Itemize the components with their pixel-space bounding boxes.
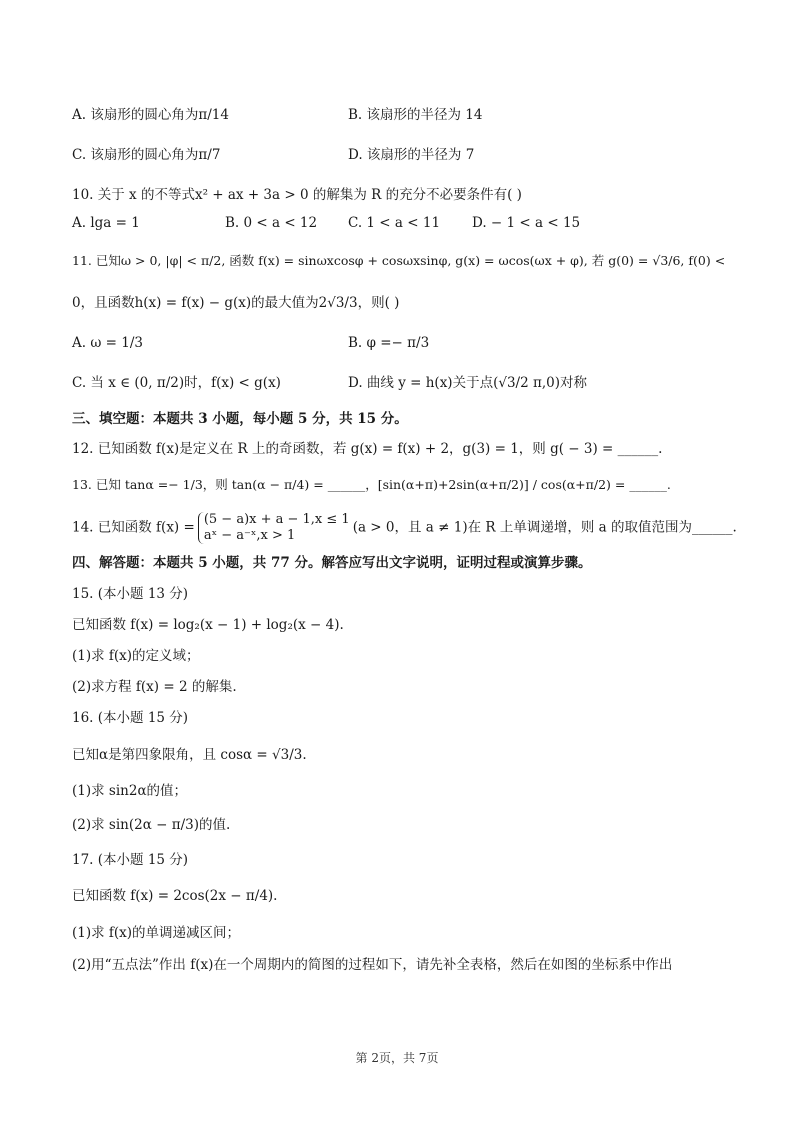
q10-stem: 10. 关于 x 的不等式x² + ax + 3a > 0 的解集为 R 的充分不必要条件有( ) [72,187,522,203]
q11-option-a: A. ω = 1/3 [72,335,143,351]
q9-option-d: D. 该扇形的半径为 7 [348,147,475,163]
q14-prefix: 14. 已知函数 f(x) = [72,519,195,536]
q14 [72,512,737,544]
q17-part-2: (2)用“五点法”作出 f(x)在一个周期内的简图的过程如下，请先补全表格，然后在如图的坐标系中作出 [72,957,673,973]
q11-option-c: C. 当 x ∈ (0, π/2)时，f(x) < g(x) [72,375,281,391]
section-4-heading: 四、解答题：本题共 5 小题，共 77 分。解答应写出文字说明，证明过程或演算步骤。 [72,555,592,571]
q9-option-a: A. 该扇形的圆心角为π/14 [72,107,229,123]
q16-stem: 已知α是第四象限角，且 cosα = √3/3. [72,747,307,763]
q15-title: 15. (本小题 13 分) [72,586,189,602]
q10-option-d: D. − 1 < a < 15 [472,215,581,231]
q14-case-2: aˣ − a⁻ˣ,x > 1 [203,528,296,543]
q15-stem: 已知函数 f(x) = log₂(x − 1) + log₂(x − 4). [72,617,344,633]
q13: 13. 已知 tanα =− 1/3，则 tan(α − π/4) = ______，[sin(α+π)+2sin(α+π/2)] / cos(α+π/2) = ______. [72,477,671,492]
q17-stem: 已知函数 f(x) = 2cos(2x − π/4). [72,888,278,904]
q11-stem-line1: 11. 已知ω > 0, |φ| < π/2, 函数 f(x) = sinωxcosφ + cosωxsinφ, g(x) = ωcos(ωx + φ), 若 g(0) = √3/6, f(0) < [72,253,726,268]
q15-part-1: (1)求 f(x)的定义域； [72,648,200,664]
section-3-heading: 三、填空题：本题共 3 小题，每小题 5 分，共 15 分。 [72,411,408,427]
q17-title: 17. (本小题 15 分) [72,852,189,868]
q9-option-b: B. 该扇形的半径为 14 [348,107,483,123]
q15-part-2: (2)求方程 f(x) = 2 的解集. [72,679,237,695]
q10-option-c: C. 1 < a < 11 [348,215,441,231]
q11-option-d: D. 曲线 y = h(x)关于点(√3/2 π,0)对称 [348,375,587,391]
q12: 12. 已知函数 f(x)是定义在 R 上的奇函数，若 g(x) = f(x) + 2，g(3) = 1，则 g( − 3) = ______. [72,441,663,457]
q14-case-1: (5 − a)x + a − 1,x ≤ 1 [203,512,350,527]
q10-option-b: B. 0 < a < 12 [225,215,318,231]
q14-suffix: (a > 0，且 a ≠ 1)在 R 上单调递增，则 a 的取值范围为______. [352,519,737,536]
q16-title: 16. (本小题 15 分) [72,710,189,726]
q16-part-1: (1)求 sin2α的值； [72,783,188,799]
q11-stem-line2: 0，且函数h(x) = f(x) − g(x)的最大值为2√3/3，则( ) [72,295,400,311]
q17-part-1: (1)求 f(x)的单调递减区间； [72,925,241,941]
q10-option-a: A. lga = 1 [72,215,140,231]
q16-part-2: (2)求 sin(2α − π/3)的值. [72,817,231,833]
page-footer: 第 2页，共 7页 [355,1051,439,1065]
q11-option-b: B. φ =− π/3 [348,335,430,351]
q14-piecewise-brace [198,512,350,544]
q9-option-c: C. 该扇形的圆心角为π/7 [72,147,221,163]
